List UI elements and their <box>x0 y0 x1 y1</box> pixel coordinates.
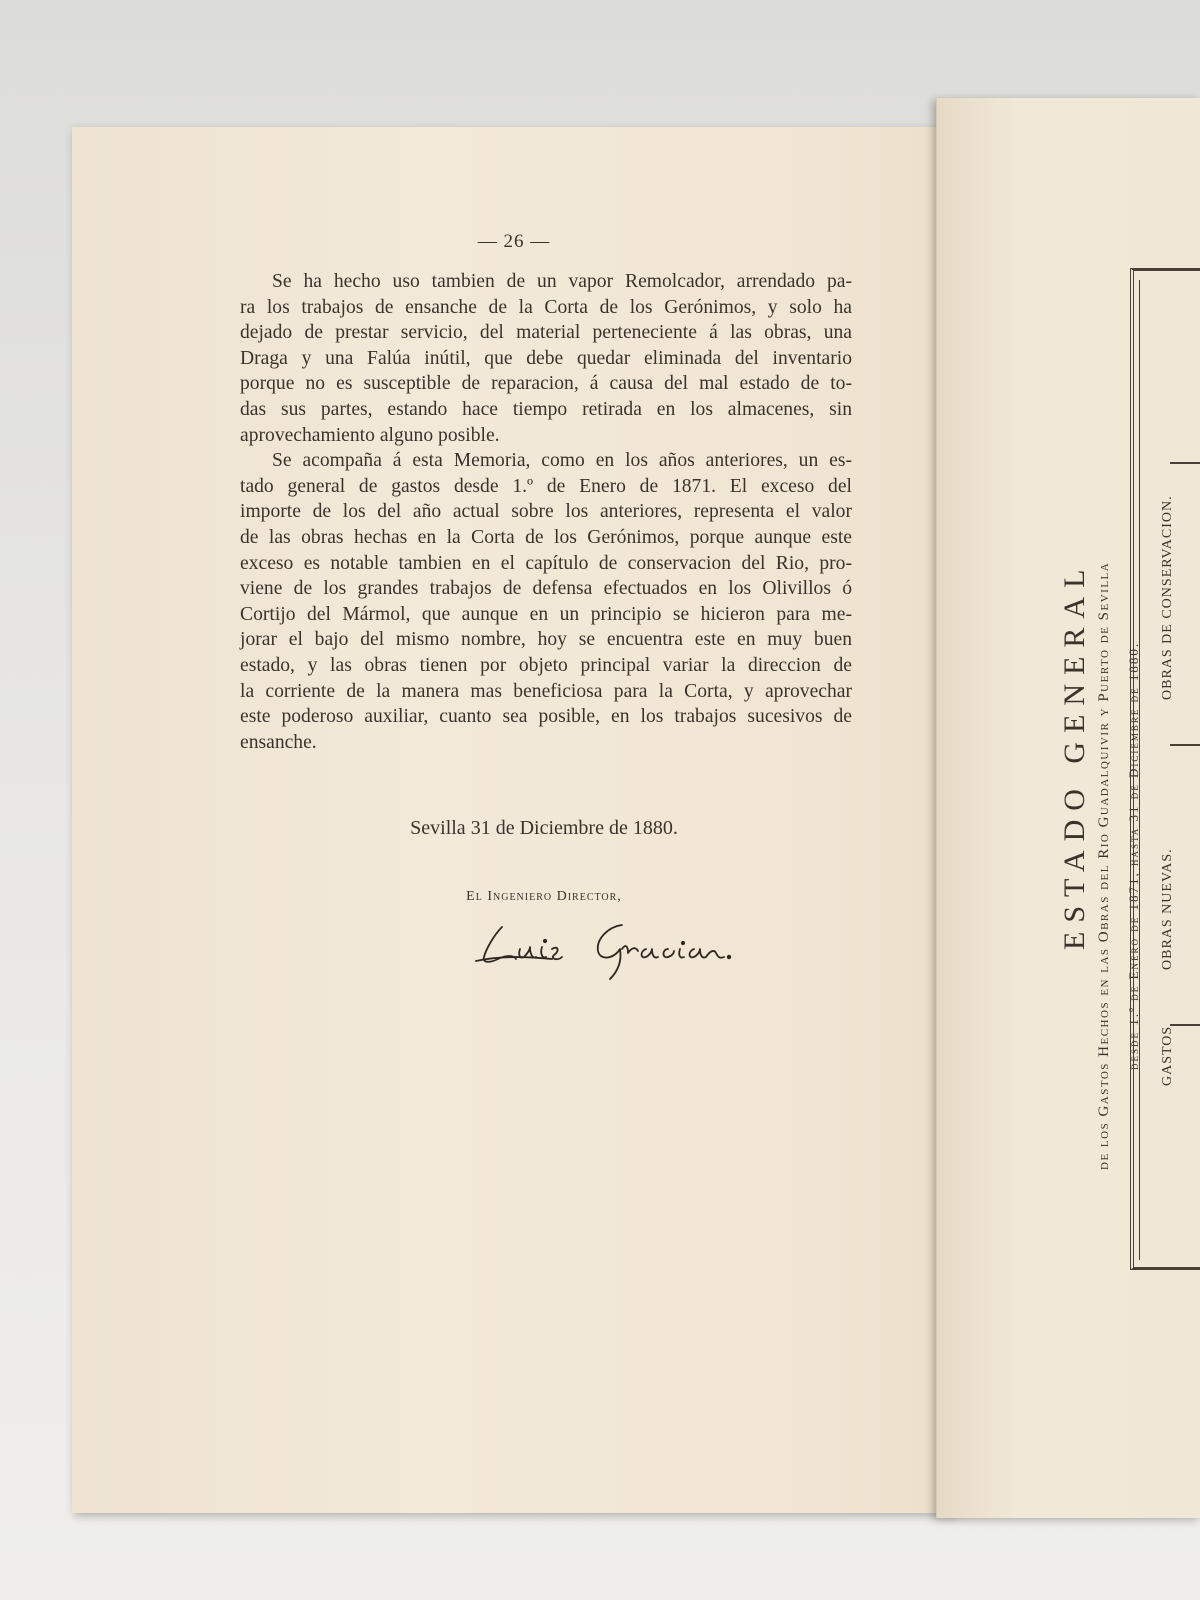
text-line: jorar el bajo del mismo nombre, hoy se encuentra este en muy buen <box>240 629 852 651</box>
column-header-obras-conservacion: OBRAS DE CONSERVACION. <box>1160 495 1175 700</box>
text-line: porque no es susceptible de reparacion, á causa del mal estado de to- <box>240 373 852 395</box>
place-date: Sevilla 31 de Diciembre de 1880. <box>410 817 678 839</box>
column-divider <box>1170 744 1200 746</box>
estado-general-title: ESTADO GENERAL <box>1058 560 1091 950</box>
text-line: Se ha hecho uso tambien de un vapor Remolcador, arrendado pa- <box>272 271 852 292</box>
text-line: la corriente de la manera mas beneficiosa para la Corta, y aprovechar <box>240 680 852 702</box>
table-inner-border <box>1139 280 1200 1260</box>
text-line: este poderoso auxiliar, cuanto sea posible, en los trabajos sucesivos de <box>240 706 852 728</box>
signature <box>472 905 732 985</box>
estado-general-date-range: desde 1.º de Enero de 1871, hasta 31 de Diciembre de 1880. <box>1126 641 1141 1070</box>
text-line: Se acompaña á esta Memoria, como en los años anteriores, un es- <box>272 450 852 472</box>
left-page <box>72 127 956 1513</box>
text-line: dejado de prestar servicio, del material perteneciente á las obras, una <box>240 322 852 344</box>
page-number: — 26 — <box>477 231 551 252</box>
signer-title: El Ingeniero Director, <box>466 889 622 904</box>
paragraph-1 <box>240 269 852 448</box>
text-line: ra los trabajos de ensanche de la Corta de los Gerónimos, y solo ha <box>240 296 852 318</box>
text-line: tado general de gastos desde 1.º de Enero de 1871. El exceso del <box>240 475 852 497</box>
estado-general-subtitle: de los Gastos Hechos en las Obras del Rio Guadalquivir y Puerto de Sevilla <box>1096 561 1112 1170</box>
paragraph-2 <box>240 448 852 755</box>
text-line: Draga y una Falúa inútil, que debe quedar eliminada del inventario <box>240 347 852 369</box>
column-divider <box>1170 462 1200 464</box>
text-line: Cortijo del Mármol, que aunque en un principio se hicieron para me- <box>240 603 852 625</box>
text-line: de las obras hechas en la Corta de los Gerónimos, porque aunque este <box>240 526 852 548</box>
signature-text: Luis Gracian. <box>472 905 479 906</box>
text-line: importe de los del año actual sobre los anteriores, representa el valor <box>240 501 852 523</box>
body-text <box>240 269 852 755</box>
text-line: exceso es notable tambien en el capítulo de conservacion del Rio, pro- <box>240 552 852 574</box>
text-line: ensanche. <box>240 731 317 753</box>
text-line: estado, y las obras tienen por objeto principal variar la direccion de <box>240 654 852 676</box>
text-line: viene de los grandes trabajos de defensa efectuados en los Olivillos ó <box>240 578 852 600</box>
text-line: aprovechamiento alguno posible. <box>240 424 500 446</box>
text-line: das sus partes, estando hace tiempo retirada en los almacenes, sin <box>240 398 852 420</box>
column-header-gastos: GASTOS <box>1160 1025 1175 1086</box>
column-header-obras-nuevas: OBRAS NUEVAS. <box>1160 848 1175 970</box>
